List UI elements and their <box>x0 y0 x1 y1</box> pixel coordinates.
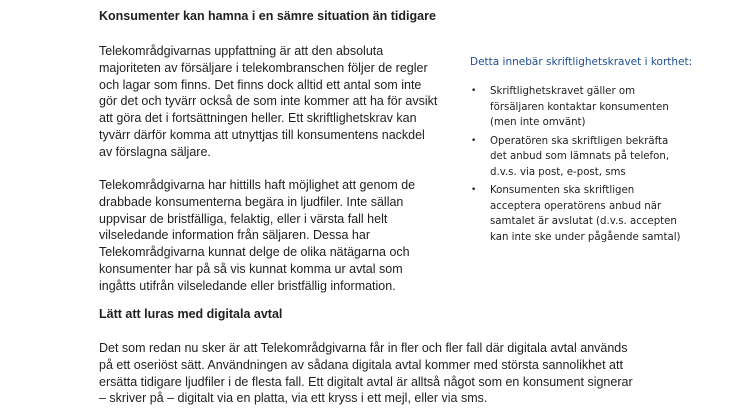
text-line: acceptera operatörens anbud när <box>490 200 662 212</box>
text-line: drabbade konsumenterna begära in ljudfiler. Inte sällan <box>99 194 404 209</box>
section-heading-consumers: Konsumenter kan hamna i en sämre situation än tidigare <box>99 9 436 23</box>
list-item <box>470 134 720 181</box>
bullet-icon: • <box>471 86 477 96</box>
text-line: Konsumenten ska skriftligen <box>490 185 635 196</box>
bullet-icon: • <box>471 135 477 146</box>
paragraph-audio-files <box>99 177 415 295</box>
paragraph-majority <box>99 43 437 161</box>
text-line: att göra det i fortsättningen heller. Ett skriftlighetskrav kan <box>99 111 417 126</box>
text-line: d.v.s. via post, e-post, sms <box>490 166 626 178</box>
text-line: Det som redan nu sker är att Telekområdgivarna får in fler och fler fall där digitala avtal används <box>99 341 628 355</box>
text-line: försäljaren kontaktar konsumenten <box>490 101 669 113</box>
text-line: ersätta tidigare ljudfiler i de flesta fall. Ett digitalt avtal är alltså något som en konsument signerar <box>99 374 633 389</box>
text-line: Skriftlighetskravet gäller om <box>490 86 636 97</box>
text-line: – skriver på – digitalt via en platta, via ett kryss i ett mejl, eller via sms. <box>99 391 488 406</box>
text-line: konsumenter har på så vis kunnat komma ur avtal som <box>99 261 403 276</box>
bullet-icon: • <box>471 185 477 195</box>
text-line: tyvärr därför komma att utnyttjas till konsumentens nackdel <box>99 127 425 142</box>
sidebar-title: Detta innebär skriftlighetskravet i korthet: <box>470 56 693 68</box>
list-item <box>470 183 720 245</box>
text-line: det anbud som lämnats på telefon, <box>490 151 670 162</box>
text-line: ingåtts utifrån vilseledande eller bristfällig information. <box>99 278 396 293</box>
text-line: på ett oseriöst sätt. Användningen av sådana digitala avtal kommer med största sannolikhet att <box>99 357 623 372</box>
sidebar-summary <box>470 56 720 245</box>
text-line: (men inte omvänt) <box>490 117 586 128</box>
text-line: Telekområdgivarna har hittills haft möjlighet att genom de <box>99 178 416 192</box>
text-line: kan inte ske under pågående samtal) <box>490 231 681 243</box>
text-line: Operatören ska skriftligen bekräfta <box>490 135 669 147</box>
text-line: majoriteten av försäljare i telekombranschen följer de regler <box>99 60 428 75</box>
text-line: vilseledande information från säljaren. Dessa har <box>99 228 370 243</box>
text-line: gör det och tyvärr också de som inte kommer att ha för avsikt <box>99 94 438 109</box>
section-heading-digital-contracts: Lätt att luras med digitala avtal <box>99 307 283 321</box>
sidebar-bullet-list <box>470 84 720 245</box>
text-line: av förslagna säljare. <box>99 144 211 159</box>
text-line: Telekområdgivarnas uppfattning är att den absoluta <box>99 44 384 58</box>
text-line: samtalet är avslutat (d.v.s. accepten <box>490 216 677 227</box>
text-line: Telekområdgivarna kunnat delge de olika nätägarna och <box>99 245 410 260</box>
text-line: uppvisar de bristfälliga, felaktig, eller i värsta fall helt <box>99 211 388 226</box>
paragraph-digital-contracts <box>99 340 633 407</box>
list-item <box>470 84 720 131</box>
text-line: och lagar som finns. Det finns dock alltid ett antal som inte <box>99 77 422 92</box>
